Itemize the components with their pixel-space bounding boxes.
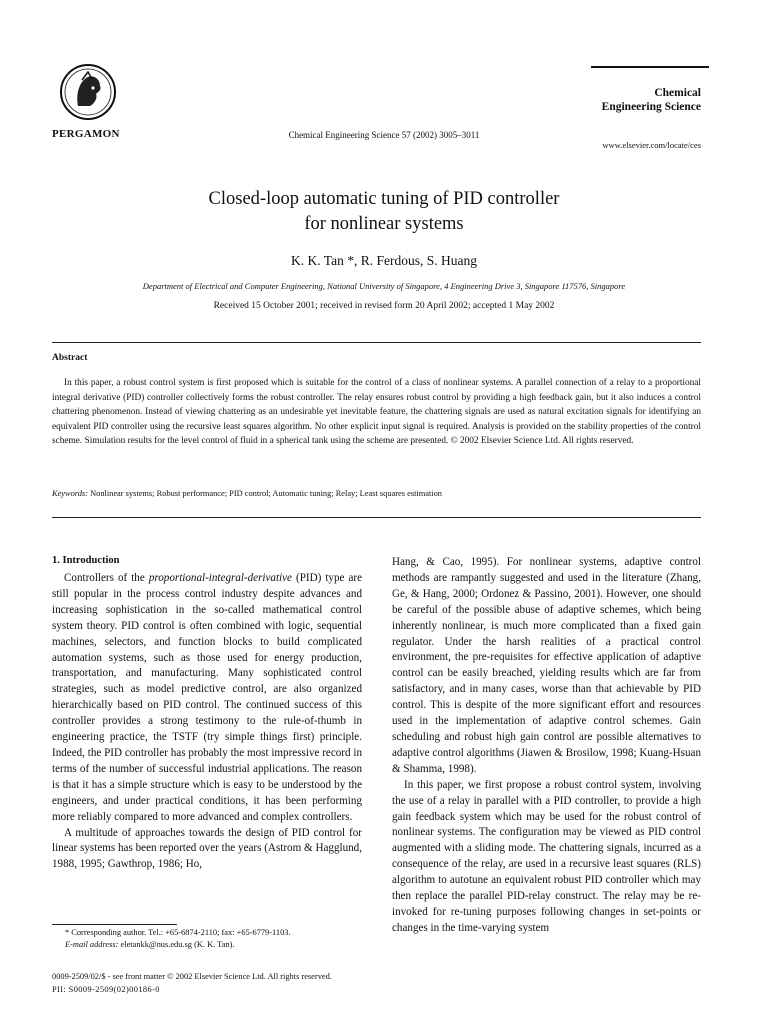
journal-rule bbox=[591, 66, 709, 68]
abstract-bottom-rule bbox=[52, 517, 701, 518]
email-label: E-mail address: bbox=[65, 940, 119, 950]
keywords bbox=[52, 489, 701, 498]
footnote bbox=[52, 927, 372, 952]
footnote-email-line bbox=[52, 939, 372, 951]
section-heading: 1. Introduction bbox=[52, 555, 120, 566]
right-column bbox=[392, 555, 701, 937]
intro-p1-emphasis: proportional-integral-derivative bbox=[148, 572, 292, 584]
article-title bbox=[0, 187, 768, 237]
front-matter bbox=[52, 971, 332, 996]
intro-paragraph-2-cont: Hang, & Cao, 1995). For nonlinear systems, adaptive control methods are rampantly suggested and used in the literature (Zhang, Ge, & Hang, 2000; Ordonez & Passino, 2001). However, one should be careful of the possible abuse of adaptive schemes, which being inherently nonlinear, is much more complicated than a fixed gain regulator. Under the harsh realities of a practical control environment, the pre-requisites for effective application of adaptive control can be easily breached, yielding results which are far from satisfactory, and in many cases, worse than that achievable by PID control. This is despite of the more significant effort and resources used in the implementation of adaptive control schemes. Gain scheduling and robust high gain control are possible alternatives to adaptive control algorithms (Jiawen & Brosilow, 1998; Kuang-Hsuan & Shamma, 1998). bbox=[392, 556, 701, 775]
publisher-logo bbox=[58, 62, 118, 122]
title-line-2: for nonlinear systems bbox=[304, 214, 464, 234]
abstract-top-rule bbox=[52, 342, 701, 343]
intro-paragraph-1 bbox=[52, 571, 362, 826]
footnote-rule bbox=[52, 924, 177, 925]
article-dates: Received 15 October 2001; received in revised form 20 April 2002; accepted 1 May 2002 bbox=[213, 301, 555, 311]
journal-url[interactable]: www.elsevier.com/locate/ces bbox=[602, 140, 701, 150]
intro-p1-rest: (PID) type are still popular in the process control industry despite advances and increasing sophistication in the so-called mathematical control system theory. PID control is often combined with logic, sequential machines, selectors, and function blocks to build complicated automation systems, such as those used for energy production, transportation, and manufacturing. Many sophisticated control strategies, such as model predictive control, are also organized hierarchically based on PID control. The continued success of this controller provides a strong testimony to the rule-of-thumb in engineering practice, the TSTF (try simple things first) principle. Indeed, the PID controller has probably the most impressive record in terms of the number of successful industrial applications. The reason is that it has a simple structure which is easy to be understood by the engineers, and under practical conditions, it has been performing more reliably compared to more advanced and complex controllers. bbox=[52, 572, 362, 823]
author-affiliation: Department of Electrical and Computer Engineering, National University of Singapore, 4 Engineering Drive 3, Singapore 117576, Singapore bbox=[142, 281, 626, 291]
abstract-heading: Abstract bbox=[52, 353, 88, 363]
front-matter-line: 0009-2509/02/$ - see front matter © 2002 Elsevier Science Ltd. All rights reserved. bbox=[52, 972, 332, 981]
email-address[interactable]: eletankk@nus.edu.sg (K. K. Tan). bbox=[118, 940, 235, 950]
keywords-list: Nonlinear systems; Robust performance; PID control; Automatic tuning; Relay; Least squares estimation bbox=[90, 489, 442, 498]
journal-name-line2: Engineering Science bbox=[601, 101, 701, 113]
abstract-text: In this paper, a robust control system is first proposed which is suitable for the control of a class of nonlinear systems. A parallel connection of a relay to a proportional integral derivative (PID) controller collectively forms the robust controller. The relay ensures robust control by providing a high feedback gain, but it also induces a control chattering phenomenon. Instead of viewing chattering as an undesirable yet inevitable feature, the chattering signals are used as natural excitation signals for identifying an equivalent PID controller using the recursive least squares algorithm. No other explicit input signal is required. Analysis is provided on the stability properties of the control scheme. Simulation results for the level control of fluid in a spherical tank using the scheme are presented. © 2002 Elsevier Science Ltd. All rights reserved. bbox=[52, 378, 701, 447]
intro-paragraph-2: A multitude of approaches towards the design of PID control for linear systems has been reported over the years (Astrom & Hagglund, 1988, 1995; Gawthrop, 1986; Ho, bbox=[52, 826, 362, 871]
article-authors: K. K. Tan *, R. Ferdous, S. Huang bbox=[291, 253, 477, 268]
intro-paragraph-3: In this paper, we first propose a robust control system, involving the use of a relay in parallel with a PID controller, to provide a high gain feedback system which may be used for the robust control of nonlinear systems. The configuration may be viewed as PID control augmented with a sliding mode. The chattering signals, incurred as a consequence of the relay, are used in a recursive least squares (RLS) algorithm to autotune an equivalent robust PID controller which may then replace the parallel PID-relay construct. The relay may be re-invoked for re-tuning purposes following changes in set-points or changes in the time-varying system bbox=[392, 778, 701, 934]
journal-name bbox=[585, 86, 701, 114]
journal-citation: Chemical Engineering Science 57 (2002) 3005–3011 bbox=[288, 130, 480, 140]
pii-line: PII: S0009-2509(02)00186-0 bbox=[52, 984, 160, 994]
keywords-label: Keywords: bbox=[52, 489, 88, 498]
intro-p1-start: Controllers of the bbox=[64, 572, 149, 584]
title-line-1: Closed-loop automatic tuning of PID controller bbox=[208, 189, 560, 209]
footnote-corresponding: * Corresponding author. Tel.: +65-6874-2110; fax: +65-6779-1103. bbox=[65, 928, 291, 937]
left-column bbox=[52, 571, 362, 873]
abstract-body bbox=[52, 376, 701, 449]
journal-name-line1: Chemical bbox=[654, 87, 701, 99]
publisher-name: PERGAMON bbox=[52, 128, 120, 140]
